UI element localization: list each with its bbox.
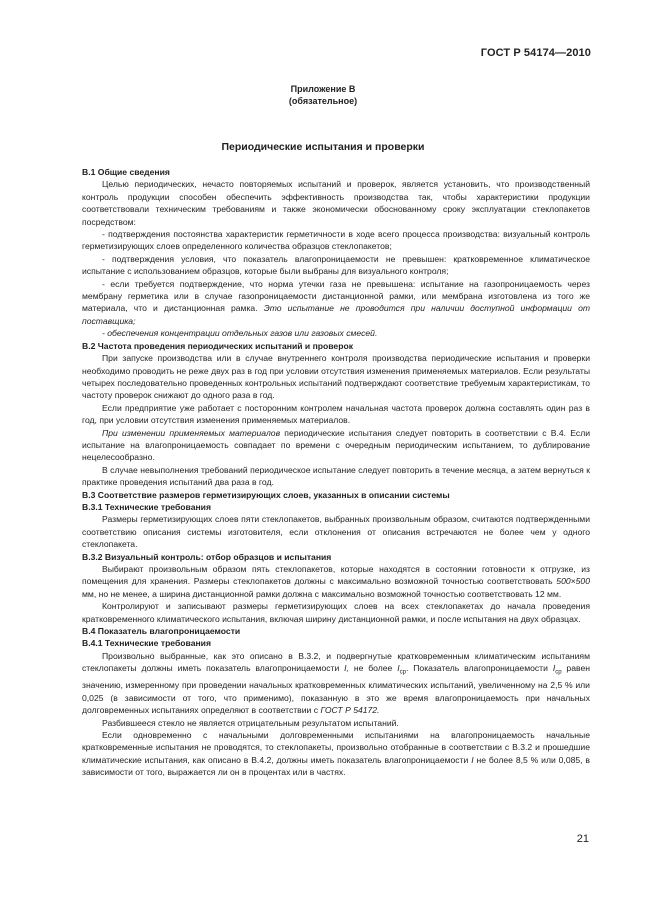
paragraph: Размеры герметизирующих слоев пяти стеклопакетов, выбранных произвольным образом, считаются подтвержденными соответствию описания системы изготовителя, если отклонения от описания встречаются не более чем у одного стеклопакета. bbox=[82, 514, 590, 550]
italic-phrase: При изменении применяемых материалов bbox=[102, 427, 281, 438]
text-run: не более bbox=[348, 663, 398, 674]
text-run: периодические испытания следует повторить в соответствии с В.4. Если испытание на влагопроницаемость совпадает по времени с очередным периодическим испытанием, то дублирование нецелесообразно. bbox=[82, 427, 591, 463]
standard-reference: ГОСТ Р 54172. bbox=[320, 705, 380, 716]
page-number: 21 bbox=[576, 833, 589, 845]
subsection-heading-b31: В.3.1 Технические требования bbox=[82, 501, 211, 512]
subscript-cp: ср bbox=[555, 669, 562, 676]
italic-dimension: 500×500 bbox=[556, 576, 590, 587]
paragraph bbox=[82, 327, 590, 339]
text-run: равен значению, измеренному при проведении начальных кратковременных климатических испытаний, увеличенному на 2,5 % или 0,025 (в зависимости от того, что применимо), показанную в это же время влагопроницаемость при начальных долговременных испытаниях определяют в соответствии с bbox=[82, 663, 590, 716]
text-run: . Показатель влагопроницаемости bbox=[405, 663, 553, 674]
document-header: ГОСТ Р 54174—2010 bbox=[480, 47, 591, 59]
paragraph: В случае невыполнения требований периодическое испытание следует повторить в течение месяца, а затем вернуться к практике проведения испытаний два раза в год. bbox=[82, 464, 590, 488]
paragraph bbox=[82, 729, 590, 779]
paragraph: При запуске производства или в случае внутреннего контроля производства периодические испытания и проверки необходимо проводить не реже двух раз в год при условии отсутствия изменения применяемых материалов. Если результаты четырех последовательно проведенных контрольных испытаний подтверждают соответствие требуемым характеристикам, то частоту проверок снижают до одного раза в год. bbox=[82, 353, 590, 401]
text-run: Произвольно выбранные, как это описано в В.3.2, и подвергнутые кратковременным климатическим испытаниям стеклопакеты должны иметь показатель влагопроницаемости bbox=[82, 650, 590, 674]
paragraph: Разбившееся стекло не является отрицательным результатом испытаний. bbox=[102, 717, 399, 728]
section-heading-b3: В.3 Соответствие размеров герметизирующих слоев, указанных в описании системы bbox=[82, 489, 450, 500]
document-body bbox=[82, 166, 590, 779]
annex-title: Приложение В bbox=[290, 84, 356, 94]
paragraph: - подтверждения условия, что показатель влагопроницаемости не превышен: кратковременное климатическое испытание с использованием образцов, которые были выбраны для визуального контроля; bbox=[82, 253, 590, 277]
paragraph: Если предприятие уже работает с посторонним контролем начальная частота проверок должна составлять один раз в год, при условии отсутствия изменения применяемых материалов. bbox=[82, 402, 590, 426]
variable-i: I bbox=[471, 754, 474, 765]
text-run: мм, но не менее, а ширина дистанционной рамки должна с максимально возможной точностью соответствовать 12 мм. bbox=[82, 588, 562, 599]
paragraph bbox=[82, 563, 590, 600]
paragraph: Контролируют и записывают размеры герметизирующих слоев на всех стеклопакетах до начала проведения кратковременного климатического испытания, включая ширину дистанционной рамки, и после испытания на двух образцах. bbox=[82, 601, 590, 624]
paragraph: Целью периодических, нечасто повторяемых испытаний и проверок, является установить, что производственный контроль продукции способен обеспечить эффективность производства так, чтобы характеристики продукции соответствовали техническим требованиям и также экономически обоснованному сроку эксплуатации стеклопакетов посредством: bbox=[82, 179, 590, 227]
section-heading-b4: В.4 Показатель влагопроницаемости bbox=[82, 626, 241, 637]
italic-note: Это испытание не проводится при наличии доступной информации от поставщика; bbox=[82, 303, 591, 326]
paragraph bbox=[82, 650, 590, 717]
annex-heading bbox=[0, 83, 646, 107]
text-run: Выбирают произвольным образом пять стеклопакетов, которые находятся в состоянии готовности к отгрузке, из помещения для хранения. Размеры стеклопакетов должны с максимально возможной точностью соответствовать bbox=[82, 564, 590, 587]
page-title: Периодические испытания и проверки bbox=[221, 141, 425, 153]
subscript-cp: ср bbox=[399, 669, 406, 676]
paragraph bbox=[82, 427, 590, 464]
text-run: не более 8,5 % или 0,085, в зависимости от того, выражается ли он в процентах или в частях. bbox=[82, 754, 590, 778]
subsection-heading-b32: В.3.2 Визуальный контроль: отбор образцов и испытания bbox=[82, 551, 332, 562]
variable-icp: I bbox=[397, 663, 400, 674]
subsection-heading-b41: В.4.1 Технические требования bbox=[82, 638, 211, 649]
variable-i: I, bbox=[344, 663, 349, 674]
section-heading-b2: В.2 Частота проведения периодических испытаний и проверок bbox=[82, 340, 354, 351]
text-run: Если одновременно с начальными долговременными испытаниями на влагопроницаемость начальные кратковременные испытания не проводятся, то стеклопакеты, произвольно отобранные в соответствии с В.3.2 и прошедшие климатические испытания, как описано в В.4.2, должны иметь показатель влагопроницаемости bbox=[82, 730, 590, 765]
section-heading-b1: В.1 Общие сведения bbox=[82, 167, 170, 177]
paragraph: - подтверждения постоянства характеристик герметичности в ходе всего процесса производства: визуальный контроль герметизирующих слоев определенного количества образцов стеклопакетов; bbox=[82, 229, 590, 252]
text-run: - если требуется подтверждение, что норма утечки газа не превышена: испытание на газопроницаемость через мембрану герметика или в случае газопроницаемости дистанционной рамки, или мембрана изготовлена из того же материала, что и дистанционная рамка. bbox=[82, 278, 590, 314]
paragraph bbox=[82, 278, 590, 328]
italic-note: - обеспечения концентрации отдельных газов или газовых смесей. bbox=[102, 328, 378, 339]
variable-icp: I bbox=[552, 663, 556, 674]
annex-subtitle: (обязательное) bbox=[288, 96, 358, 106]
